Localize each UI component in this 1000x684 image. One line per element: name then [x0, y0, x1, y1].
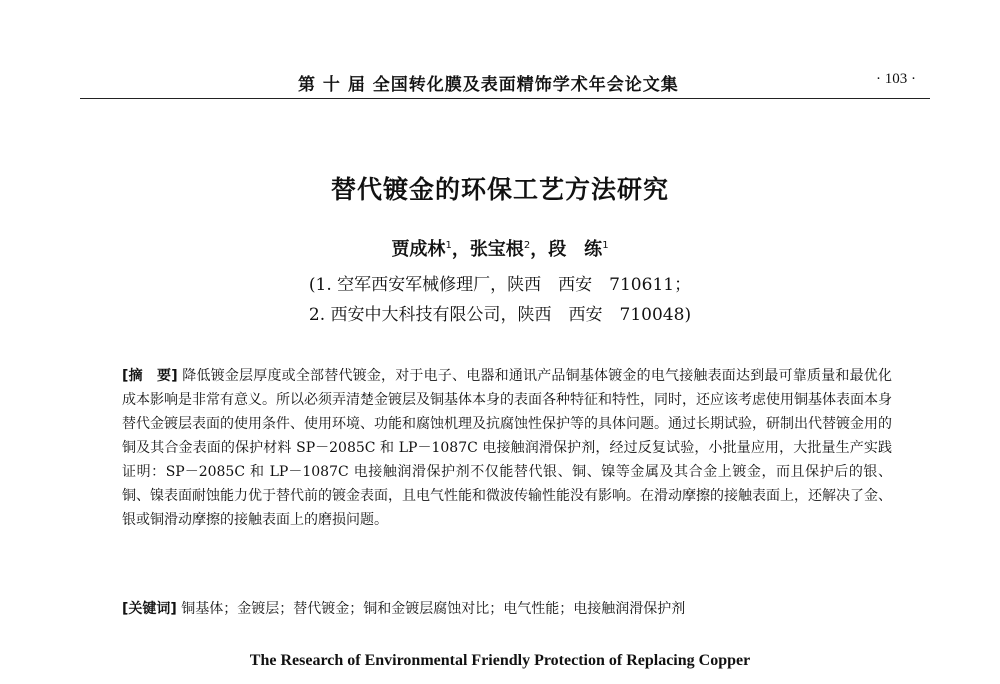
- author-list: [0, 235, 1000, 261]
- author-name: 张宝根: [469, 239, 524, 260]
- author-affil-mark: 1: [445, 240, 452, 251]
- author-affil-mark: 1: [602, 240, 609, 251]
- author-separator: ，: [451, 239, 470, 260]
- paper-title: 替代镀金的环保工艺方法研究: [330, 175, 669, 204]
- affiliation-2: 2. 西安中大科技有限公司，陕西 西安 710048): [308, 305, 692, 325]
- conference-name: 第 十 届 全国转化膜及表面精饰学术年会论文集: [298, 75, 679, 95]
- abstract-label: [摘 要]: [122, 368, 178, 384]
- english-title: The Research of Environmental Friendly Protection of Replacing Copper: [249, 652, 751, 669]
- author-affil-mark: 2: [523, 240, 531, 251]
- author-separator: ，: [530, 239, 549, 260]
- affiliation-1: (1. 空军西安军械修理厂，陕西 西安 710611；: [308, 275, 692, 295]
- abstract: [122, 364, 892, 532]
- running-header: [80, 62, 930, 99]
- author-name: 段 练: [548, 239, 603, 260]
- keywords-text: 铜基体；金镀层；替代镀金；铜和金镀层腐蚀对比；电气性能；电接触润滑保护剂: [181, 601, 686, 617]
- page-number: · 103 ·: [876, 71, 916, 87]
- abstract-text: 降低镀金层厚度或全部替代镀金，对于电子、电器和通讯产品铜基体镀金的电气接触表面达到最可靠质量和最优化成本影响是非常有意义。所以必须弄清楚金镀层及铜基体本身的表面各种特征和特性，同时，还应该考虑使用铜基体表面本身替代金镀层表面的使用条件、使用环境、功能和腐蚀机理及抗腐蚀性保护等的具体问题。通过长期试验，研制出代替镀金用的铜及其合金表面的保护材料 SP－2085C 和 LP－1087C 电接触润滑保护剂，经过反复试验，小批量应用，大批量生产实践证明：SP－2085C 和 LP－1087C 电接触润滑保护剂不仅能替代银、铜、镍等金属及其合金上镀金，而且保护后的银、铜、镍表面耐蚀能力优于替代前的镀金表面，且电气性能和微波传输性能没有影响。在滑动摩擦的接触表面上，还解决了金、银或铜滑动摩擦的接触表面上的磨损问题。: [122, 368, 893, 528]
- keywords: [122, 597, 892, 621]
- author-name: 贾成林: [391, 239, 446, 260]
- keywords-label: [关键词]: [122, 601, 177, 617]
